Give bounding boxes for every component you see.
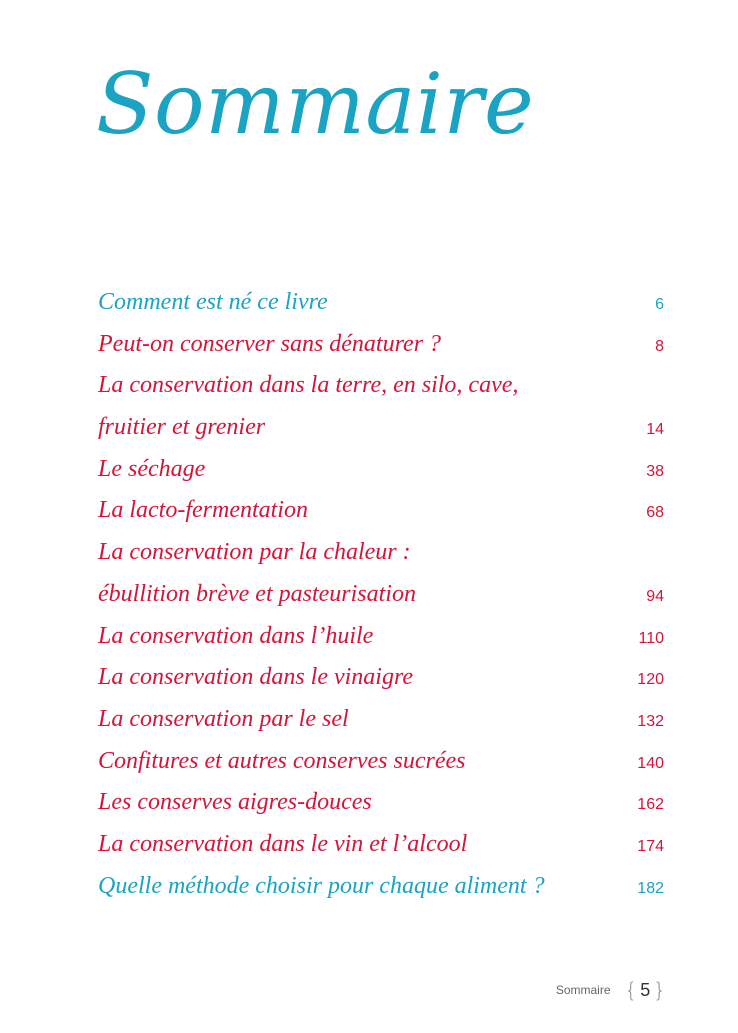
toc-page-number: 94 [646, 587, 664, 605]
toc-line [98, 490, 664, 532]
toc-page-number: 120 [637, 671, 664, 689]
toc-line [98, 616, 664, 658]
toc-page-number: 110 [638, 629, 664, 647]
toc-page-number: 162 [637, 796, 664, 814]
toc-entry [98, 616, 664, 658]
toc-entry-title: Le séchage [98, 455, 206, 482]
brace-close: } [653, 978, 666, 1002]
toc-entry [98, 490, 664, 532]
toc-entry-title: La conservation par la chaleur : [98, 539, 411, 566]
toc-line [98, 866, 664, 908]
toc-line [98, 532, 664, 574]
toc-line [98, 657, 664, 699]
table-of-contents [98, 282, 664, 907]
toc-entry-title: Quelle méthode choisir pour chaque aliment ? [98, 872, 545, 899]
toc-page-number: 174 [637, 837, 664, 855]
toc-line [98, 407, 664, 449]
toc-entry-title: La lacto-fermentation [98, 497, 308, 524]
toc-entry-title: Confitures et autres conserves sucrées [98, 747, 466, 774]
toc-entry [98, 866, 664, 908]
toc-line [98, 782, 664, 824]
toc-entry [98, 282, 664, 324]
toc-page-number: 38 [646, 462, 664, 480]
toc-entry-title: Peut-on conserver sans dénaturer ? [98, 330, 442, 357]
toc-page-number: 68 [646, 504, 664, 522]
toc-entry [98, 782, 664, 824]
toc-page-number: 182 [637, 879, 664, 897]
page-footer [556, 978, 666, 1002]
toc-entry-title: La conservation dans la terre, en silo, cave, [98, 372, 519, 399]
folio [625, 978, 666, 1002]
toc-entry [98, 657, 664, 699]
running-footer-label: Sommaire [555, 983, 611, 997]
toc-page-number: 6 [655, 296, 664, 313]
page-title: Sommaire [96, 55, 535, 153]
page-number: 5 [640, 979, 651, 1000]
brace-open: { [624, 978, 638, 1002]
toc-page-number: 14 [646, 421, 664, 439]
toc-entry-title: fruitier et grenier [98, 414, 266, 441]
toc-entry [98, 324, 664, 366]
toc-entry-title: La conservation par le sel [98, 705, 349, 732]
toc-page-number: 132 [637, 712, 664, 730]
toc-entry [98, 365, 664, 448]
toc-page-number: 8 [655, 337, 664, 355]
toc-entry [98, 824, 664, 866]
toc-entry-title: Comment est né ce livre [98, 289, 328, 315]
toc-entry [98, 449, 664, 491]
toc-line [98, 324, 664, 366]
toc-line [98, 574, 664, 616]
toc-entry-title: Les conserves aigres-douces [98, 789, 372, 816]
toc-entry-title: La conservation dans le vin et l’alcool [98, 830, 468, 857]
toc-line [98, 824, 664, 866]
toc-line [98, 365, 664, 407]
toc-entry-title: ébullition brève et pasteurisation [98, 580, 416, 607]
toc-entry [98, 741, 664, 783]
toc-entry-title: La conservation dans le vinaigre [98, 664, 414, 691]
toc-line [98, 741, 664, 783]
toc-entry-title: La conservation dans l’huile [98, 622, 374, 649]
toc-entry [98, 532, 664, 615]
toc-line [98, 699, 664, 741]
toc-line [98, 449, 664, 491]
toc-line [98, 282, 664, 324]
toc-page-number: 140 [637, 754, 664, 772]
toc-entry [98, 699, 664, 741]
